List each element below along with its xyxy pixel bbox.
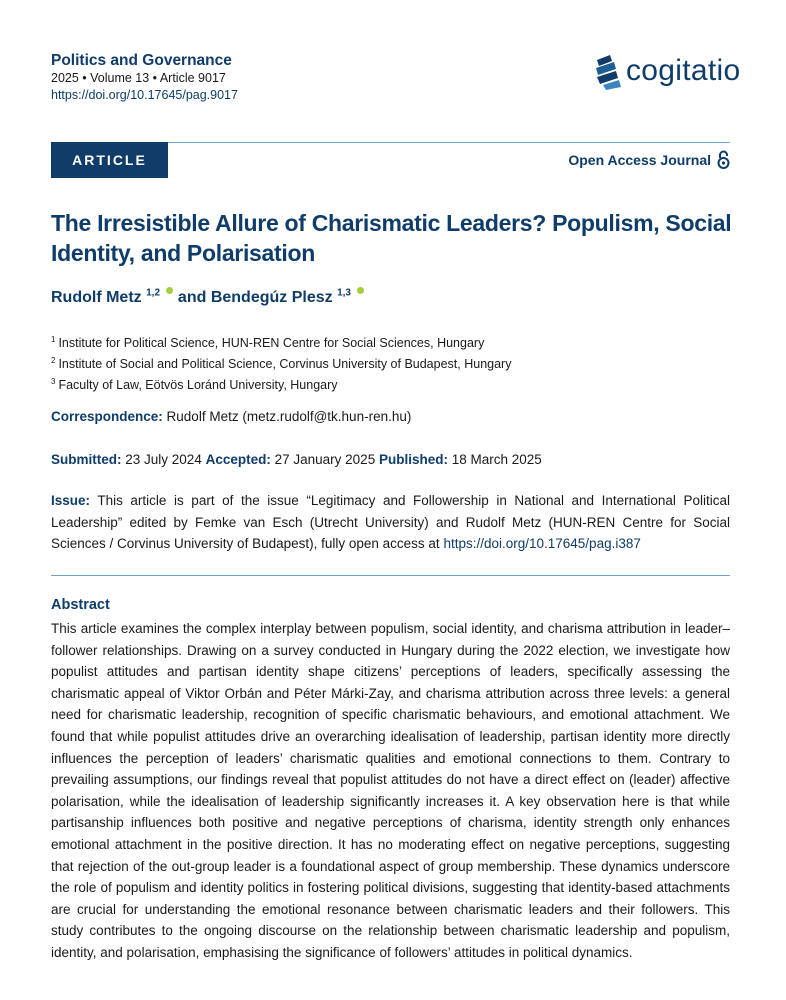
accepted-date: 27 January 2025 [274,452,376,467]
author-affiliation-marker: 1,2 [146,287,161,299]
affiliation-text: Faculty of Law, Eötvös Loránd University, Hungary [58,378,338,393]
orcid-icon[interactable] [166,287,173,294]
article-citation: 2025 • Volume 13 • Article 9017 [51,71,226,85]
correspondence-label: Correspondence: [51,409,163,424]
affiliation-text: Institute for Political Science, HUN-REN Centre for Social Sciences, Hungary [58,336,485,351]
open-access-badge[interactable] [568,150,730,170]
submitted-date: 23 July 2024 [125,452,202,467]
abstract-heading: Abstract [51,597,110,613]
open-access-text: Open Access Journal [568,152,711,168]
issue-link[interactable]: https://doi.org/10.17645/pag.i387 [443,536,641,551]
submitted-label: Submitted: [51,452,122,467]
affiliation-item [51,373,511,394]
affiliation-number: 1 [51,335,56,344]
affiliation-number: 3 [51,377,56,387]
logo-text: cogitatio [626,54,741,87]
affiliation-list [51,331,511,394]
cogitatio-logo-icon [594,52,624,90]
section-divider [51,575,730,576]
author-name[interactable]: Rudolf Metz [51,289,142,306]
author-affiliation-marker: 1,3 [337,287,351,299]
abstract-text: This article examines the complex interplay between populism, social identity, and charisma attribution in leader–follower relationships. Drawing on a survey conducted in Hungary during the 2022 election, we investigate how populist attitudes and partisan identity shape citizens’ perceptions of leaders, specifically assessing the charismatic appeal of Viktor Orbán and Péter Márki-Zay, and charisma attribution across three levels: a general need for charismatic leadership, recognition of specific charismatic behaviours, and emotional attachment. We found that while populist attitudes drive an overarching idealisation of leadership, partisan identity more directly influences the perception of leaders’ charismatic qualities and emotional connections to them. Contrary to prevailing assumptions, our findings reveal that populist attitudes do not have a direct effect on (leader) affective polarisation, while the idealisation of leadership significantly increases it. A key observation here is that while partisanship influences both positive and negative perceptions of charisma, identity strength only enhances emotional attachment in the positive direction. It has no moderating effect on negative perceptions, suggesting that rejection of the out-group leader is a foundational aspect of group membership. These dynamics underscore the role of populism and identity politics in fostering political divisions, suggesting that identity-based attachments are crucial for understanding the emotional resonance between charismatic leaders and their followers. This study contributes to the ongoing discourse on the relationship between charismatic leadership and populism, identity, and polarisation, emphasising the significance of followers’ attitudes in political dynamics. [51,621,730,960]
open-access-lock-icon [717,150,730,170]
issue-text: This article is part of the issue “Legitimacy and Followership in National and International Political Leadership” edited by Femke van Esch (Utrecht University) and Rudolf Metz (HUN-REN Centre for Social Sciences / Corvinus University of Budapest), fully open access at [51,493,730,551]
journal-name[interactable]: Politics and Governance [51,52,232,69]
cogitatio-logo[interactable] [594,52,740,90]
accepted-label: Accepted: [205,452,271,467]
author-name[interactable]: Bendegúz Plesz [210,289,333,306]
orcid-icon[interactable] [357,287,364,294]
article-title: The Irresistible Allure of Charismatic Leaders? Populism, Social Identity, and Polarisation [51,210,732,266]
correspondence [51,409,411,424]
author-list [51,287,364,307]
issue-label: Issue: [51,493,91,508]
issue-statement [51,490,730,555]
doi-link[interactable]: https://doi.org/10.17645/pag.9017 [51,88,238,102]
affiliation-item [51,352,511,373]
published-label: Published: [378,452,448,467]
published-date: 18 March 2025 [451,452,542,467]
correspondence-value[interactable]: Rudolf Metz (metz.rudolf@tk.hun-ren.hu) [166,409,412,424]
affiliation-number: 2 [51,356,56,366]
article-type-label: ARTICLE [51,142,168,178]
affiliation-text: Institute of Social and Political Science, Corvinus University of Budapest, Hungary [58,357,512,372]
author-conjunction: and [177,289,207,306]
affiliation-item [51,331,511,352]
journal-header [51,51,238,104]
article-dates [51,452,542,467]
